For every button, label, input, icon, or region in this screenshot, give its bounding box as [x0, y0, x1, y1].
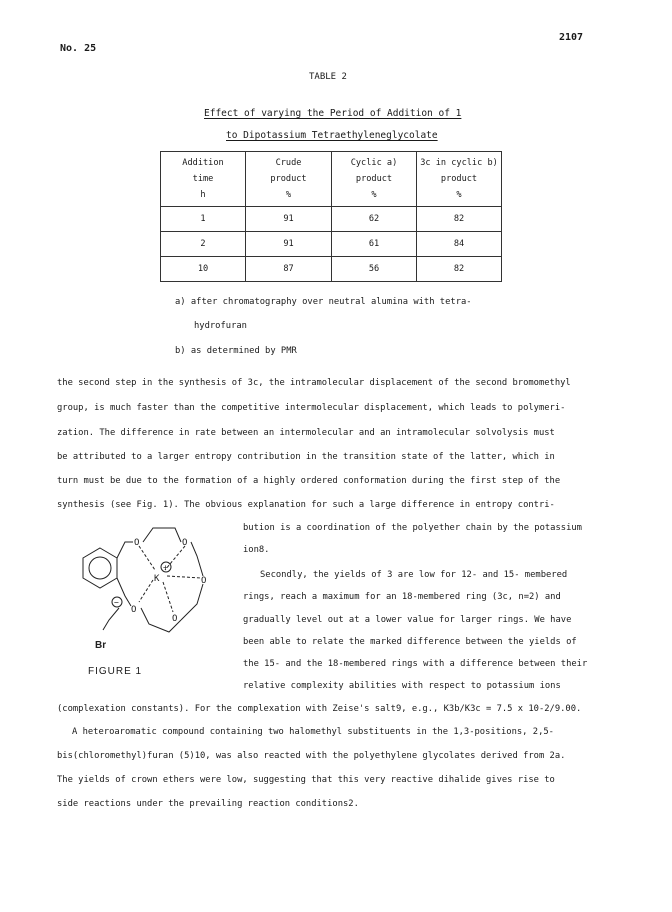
page-number: 2107	[559, 32, 584, 43]
table-row	[161, 207, 502, 232]
oxygen-atom: O	[182, 538, 188, 548]
body-line: rings, reach a maximum for an 18-membered ring (3c, n=2) and	[243, 592, 561, 602]
figure-1-structure	[55, 520, 235, 660]
benzene-ring	[83, 548, 117, 588]
journal-issue: No. 25	[60, 43, 97, 54]
table-label: TABLE 2	[309, 72, 347, 82]
col-header-crude-product: Crude product %	[246, 152, 332, 207]
table-cell: 91	[246, 207, 332, 232]
body-line: synthesis (see Fig. 1). The obvious explanation for such a large difference in entropy contri-	[57, 500, 555, 510]
body-line: The yields of crown ethers were low, suggesting that this very reactive dihalide gives rise to	[57, 775, 555, 785]
col-header-3c-in-cyclic: 3c in cyclic b) product %	[417, 152, 502, 207]
body-line: (complexation constants). For the complexation with Zeise's salt9, e.g., K3b/K3c = 7.5 x 10-2/9.00.	[57, 704, 582, 714]
bromine-atom: Br	[95, 640, 107, 651]
minus-charge: −	[114, 598, 119, 607]
body-line: bution is a coordination of the polyether chain by the potassium	[243, 523, 582, 533]
oxygen-atom: O	[134, 538, 140, 548]
table-note-b: b) as determined by PMR	[175, 346, 297, 356]
oxygen-atom: O	[131, 605, 137, 615]
aromatic-circle	[89, 557, 111, 579]
table-cell: 56	[332, 257, 417, 282]
body-line: the second step in the synthesis of 3c, the intramolecular displacement of the second bromomethyl	[57, 378, 571, 388]
body-line: be attributed to a larger entropy contribution in the transition state of the latter, which in	[57, 452, 555, 462]
table-cell: 82	[417, 257, 502, 282]
body-line: been able to relate the marked difference between the yields of	[243, 637, 577, 647]
body-line: ion8.	[243, 545, 270, 555]
table-cell: 61	[332, 232, 417, 257]
table-note-a-cont: hydrofuran	[194, 321, 247, 331]
body-line: side reactions under the prevailing reaction conditions2.	[57, 799, 359, 809]
table-cell: 87	[246, 257, 332, 282]
table-title-line1: Effect of varying the Period of Addition of 1	[204, 108, 462, 119]
table-cell: 82	[417, 207, 502, 232]
body-line: turn must be due to the formation of a highly ordered conformation during the first step of the	[57, 476, 561, 486]
col-header-cyclic-product: Cyclic a) product %	[332, 152, 417, 207]
body-line: relative complexity abilities with respect to potassium ions	[243, 681, 561, 691]
figure-caption: FIGURE 1	[88, 666, 143, 677]
table-cell: 91	[246, 232, 332, 257]
table-cell: 84	[417, 232, 502, 257]
oxygen-atom: O	[172, 614, 178, 624]
body-line: bis(chloromethyl)furan (5)10, was also reacted with the polyethylene glycolates derived from 2a.	[57, 751, 566, 761]
table-cell: 1	[161, 207, 246, 232]
table-cell: 10	[161, 257, 246, 282]
table-cell: 2	[161, 232, 246, 257]
body-line: the 15- and the 18-membered rings with a difference between their	[243, 659, 588, 669]
plus-charge: +	[163, 563, 168, 572]
potassium-atom: K	[154, 574, 160, 584]
oxygen-atom: O	[201, 576, 207, 586]
table-title-line2: to Dipotassium Tetraethyleneglycolate	[226, 130, 438, 141]
table-row	[161, 257, 502, 282]
body-line: A heteroaromatic compound containing two halomethyl substituents in the 1,3-positions, 2,5-	[72, 727, 554, 737]
table-cell: 62	[332, 207, 417, 232]
yield-table	[160, 151, 502, 282]
col-header-addition-time: Addition time h	[161, 152, 246, 207]
table-header-row	[161, 152, 502, 207]
body-line: gradually level out at a lower value for larger rings. We have	[243, 615, 572, 625]
body-line: Secondly, the yields of 3 are low for 12- and 15- membered	[260, 570, 568, 580]
body-line: zation. The difference in rate between an intermolecular and an intramolecular solvolysis must	[57, 428, 555, 438]
body-line: group, is much faster than the competitive intermolecular displacement, which leads to polymeri-	[57, 403, 566, 413]
table-row	[161, 232, 502, 257]
table-note-a: a) after chromatography over neutral alumina with tetra-	[175, 297, 472, 307]
